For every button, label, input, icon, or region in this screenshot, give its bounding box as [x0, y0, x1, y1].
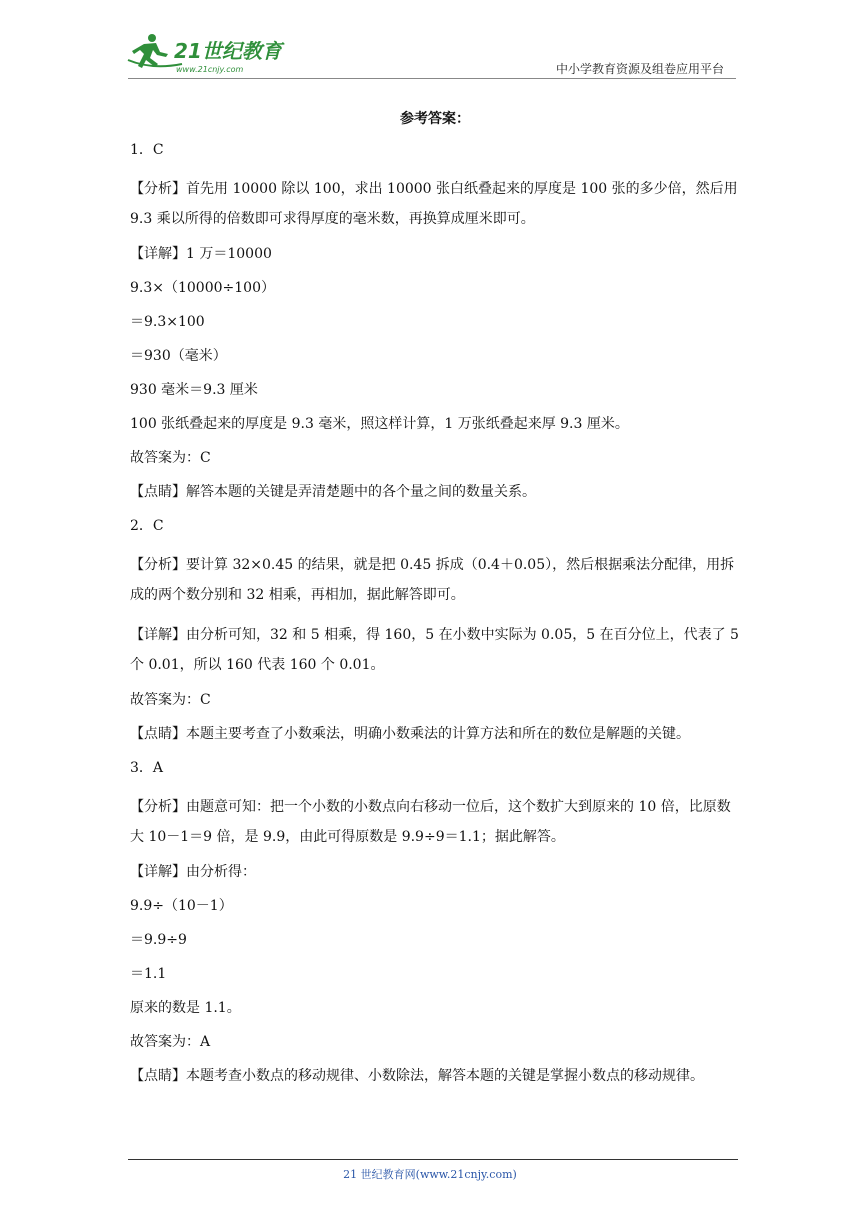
q3-detail: 【详解】由分析得：	[130, 864, 256, 880]
q1-detail: 【详解】1 万＝10000	[130, 246, 272, 262]
site-logo	[122, 30, 292, 78]
question-2-answer	[130, 516, 740, 744]
header-divider	[128, 78, 736, 79]
q1-step-2: ＝9.3×100	[130, 314, 205, 330]
q1-analysis: 【分析】首先用 10000 除以 100，求出 10000 张白纸叠起来的厚度是 100 张的多少倍，然后用 9.3 乘以所得的倍数即可求得厚度的毫米数，再换算成厘米即可。	[130, 181, 738, 227]
q2-comment: 【点睛】本题主要考查了小数乘法，明确小数乘法的计算方法和所在的数位是解题的关键。	[130, 726, 690, 742]
header-platform-text: 中小学教育资源及组卷应用平台	[555, 62, 724, 76]
q1-answer: 故答案为：C	[130, 450, 211, 466]
question-1-answer	[130, 140, 740, 502]
q3-number: 3．A	[130, 760, 164, 776]
question-3-answer	[130, 758, 740, 1086]
q3-answer: 故答案为：A	[130, 1034, 211, 1050]
svg-text:www.21cnjy.com: www.21cnjy.com	[176, 65, 244, 74]
q1-comment: 【点睛】解答本题的关键是弄清楚题中的各个量之间的数量关系。	[130, 484, 536, 500]
q2-detail: 【详解】由分析可知，32 和 5 相乘，得 160，5 在小数中实际为 0.05，5 在百分位上，代表了 5 个 0.01，所以 160 代表 160 个 0.01。	[130, 627, 739, 673]
q3-comment: 【点睛】本题考查小数点的移动规律、小数除法，解答本题的关键是掌握小数点的移动规律。	[130, 1068, 704, 1084]
footer-link[interactable]: 21 世纪教育网(www.21cnjy.com)	[343, 1168, 517, 1181]
footer-divider	[128, 1159, 738, 1160]
q1-step-3: ＝930（毫米）	[130, 348, 227, 364]
q3-step-4: 原来的数是 1.1。	[130, 1000, 241, 1016]
q1-step-1: 9.3×（10000÷100）	[130, 280, 275, 296]
q3-step-1: 9.9÷（10－1）	[130, 898, 233, 914]
q1-step-4: 930 毫米＝9.3 厘米	[130, 382, 258, 398]
q3-step-3: ＝1.1	[130, 966, 167, 982]
page-header	[0, 0, 860, 86]
q3-analysis: 【分析】由题意可知：把一个小数的小数点向右移动一位后，这个数扩大到原来的 10 倍，比原数大 10－1＝9 倍，是 9.9，由此可得原数是 9.9÷9＝1.1；据此解答。	[130, 799, 731, 845]
q1-number: 1．C	[130, 142, 164, 158]
q2-analysis: 【分析】要计算 32×0.45 的结果，就是把 0.45 拆成（0.4＋0.05），然后根据乘法分配律，用拆成的两个数分别和 32 相乘，再相加，据此解答即可。	[130, 557, 735, 603]
answer-content	[130, 96, 740, 1100]
q3-step-2: ＝9.9÷9	[130, 932, 187, 948]
page-title: 参考答案：	[400, 111, 470, 127]
q2-answer: 故答案为：C	[130, 692, 211, 708]
svg-text:21世纪教育: 21世纪教育	[174, 39, 282, 63]
q1-step-5: 100 张纸叠起来的厚度是 9.3 毫米，照这样计算，1 万张纸叠起来厚 9.3 厘米。	[130, 416, 629, 432]
q2-number: 2．C	[130, 518, 164, 534]
